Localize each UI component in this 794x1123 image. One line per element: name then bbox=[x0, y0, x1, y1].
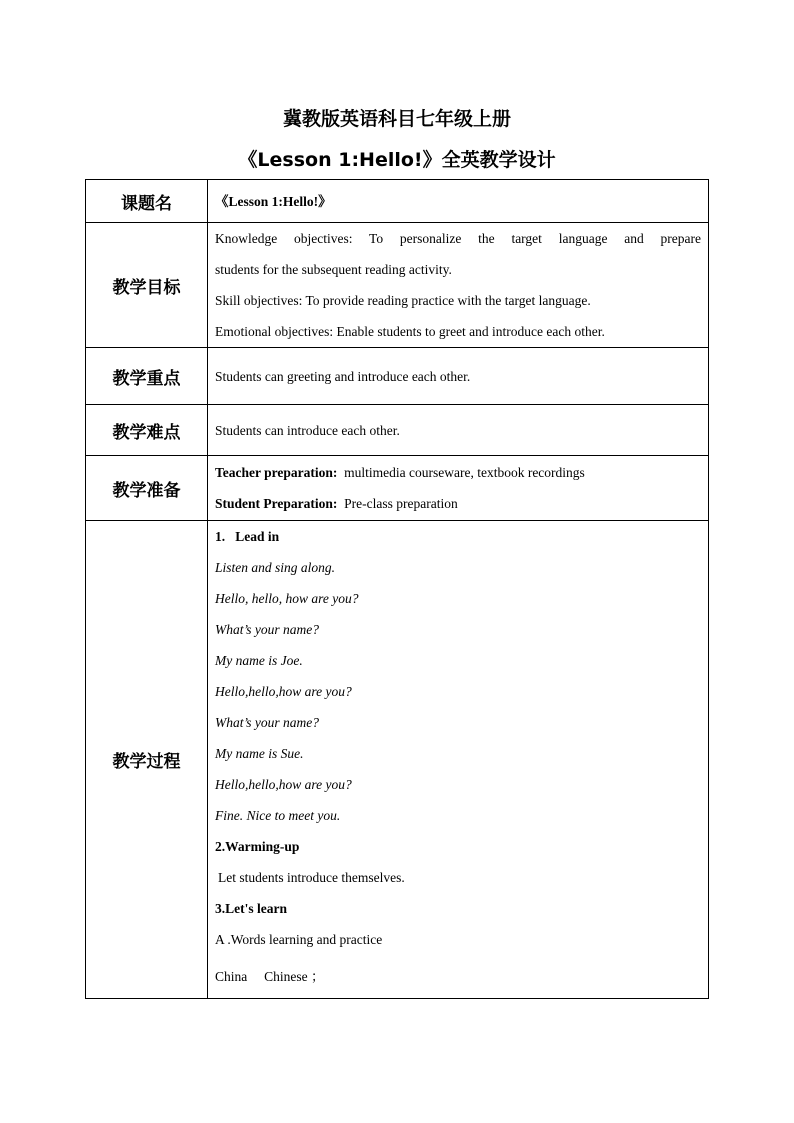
document-subtitle: 《Lesson 1:Hello!》全英教学设计 bbox=[238, 149, 556, 171]
student-preparation-value: Pre-class preparation bbox=[344, 496, 458, 511]
student-preparation bbox=[215, 488, 701, 519]
value-process bbox=[208, 521, 709, 999]
label-process: 教学过程 bbox=[86, 521, 208, 999]
lesson-plan-table bbox=[85, 179, 709, 999]
song-line: Hello,hello,how are you? bbox=[215, 684, 352, 699]
value-preparation bbox=[208, 456, 709, 521]
label-objectives: 教学目标 bbox=[86, 223, 208, 348]
row-key-points bbox=[86, 348, 709, 405]
step1-title: 1. Lead in bbox=[215, 529, 280, 544]
student-preparation-label: Student Preparation: bbox=[215, 496, 338, 511]
label-key-points: 教学重点 bbox=[86, 348, 208, 405]
row-objectives bbox=[86, 223, 709, 348]
value-objectives bbox=[208, 223, 709, 348]
step3-text: A .Words learning and practice bbox=[215, 932, 383, 947]
words-line: China Chinese ； bbox=[215, 969, 325, 984]
value-key-points bbox=[208, 348, 709, 405]
label-difficulties: 教学难点 bbox=[86, 405, 208, 456]
value-difficulties bbox=[208, 405, 709, 456]
topic-value: 《Lesson 1:Hello!》 bbox=[215, 193, 332, 209]
song-line: Hello,hello,how are you? bbox=[215, 777, 352, 792]
difficulties-text: Students can introduce each other. bbox=[215, 422, 400, 438]
song-line: Hello, hello, how are you? bbox=[215, 591, 359, 606]
row-topic bbox=[86, 180, 709, 223]
step3-title: 3.Let's learn bbox=[215, 901, 287, 916]
row-process bbox=[86, 521, 709, 999]
objectives-line-4: Emotional objectives: Enable students to greet and introduce each other. bbox=[215, 324, 605, 339]
objectives-line-2: students for the subsequent reading activity. bbox=[215, 262, 452, 277]
teacher-preparation bbox=[215, 457, 701, 488]
objectives-line-1: Knowledge objectives: To personalize the target language and prepare bbox=[215, 231, 701, 246]
key-points-text: Students can greeting and introduce each other. bbox=[215, 368, 471, 384]
teacher-preparation-label: Teacher preparation: bbox=[215, 465, 338, 480]
song-line: What’s your name? bbox=[215, 622, 319, 637]
song-line: Listen and sing along. bbox=[215, 560, 336, 575]
value-topic bbox=[208, 180, 709, 223]
song-line: What’s your name? bbox=[215, 715, 319, 730]
step2-text: Let students introduce themselves. bbox=[218, 870, 405, 885]
teacher-preparation-value: multimedia courseware, textbook recordings bbox=[344, 465, 585, 480]
step2-title: 2.Warming-up bbox=[215, 839, 300, 854]
label-preparation: 教学准备 bbox=[86, 456, 208, 521]
song-line: My name is Joe. bbox=[215, 653, 303, 668]
label-topic: 课题名 bbox=[86, 180, 208, 223]
objectives-line-3: Skill objectives: To provide reading practice with the target language. bbox=[215, 293, 591, 308]
document-title: 冀教版英语科目七年级上册 bbox=[282, 108, 511, 130]
song-line: Fine. Nice to meet you. bbox=[215, 808, 341, 823]
row-preparation bbox=[86, 456, 709, 521]
row-difficulties bbox=[86, 405, 709, 456]
song-line: My name is Sue. bbox=[215, 746, 304, 761]
